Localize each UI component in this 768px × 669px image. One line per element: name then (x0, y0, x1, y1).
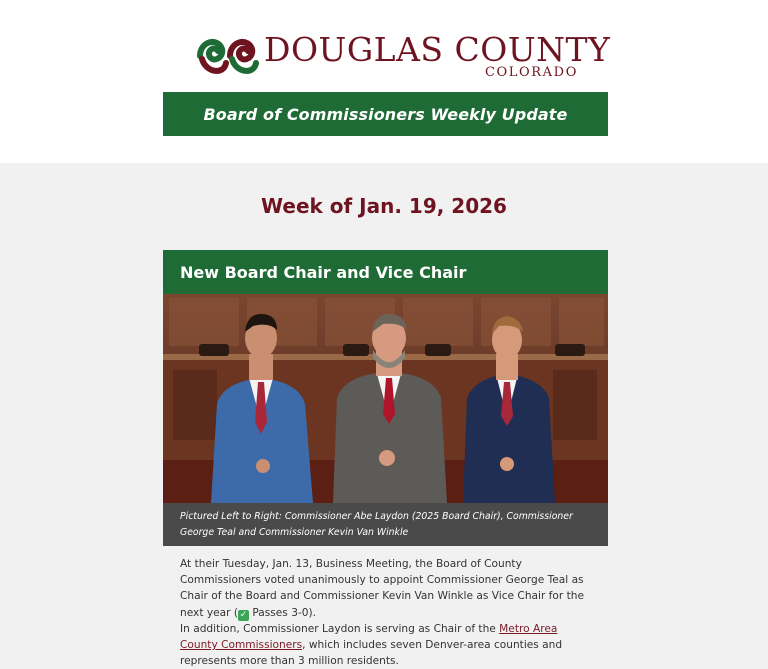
metro-area-county-commissioners-link[interactable]: Metro Area County Commissioners (180, 622, 558, 652)
article-paragraph-2 (180, 621, 590, 669)
paragraph-1-text: At their Tuesday, Jan. 13, Business Meeting, the Board of County Commissioners voted unanimously to appoint Commissioner George Teal as Chair of the Board and Commissioner Kevin Van Winkle as Vice Chair for the next year ( (180, 558, 585, 619)
article-card (163, 250, 608, 546)
ribbon-logo-icon (196, 33, 260, 79)
week-heading: Week of Jan. 19, 2026 (261, 194, 507, 218)
logo-state: COLORADO (485, 65, 578, 80)
article-body (180, 556, 590, 669)
article-title: New Board Chair and Vice Chair (163, 250, 608, 294)
logo-wordmark: DOUGLAS COUNTY (264, 30, 611, 69)
weekly-update-banner (163, 92, 608, 136)
douglas-county-logo[interactable] (196, 30, 611, 82)
article-paragraph-1 (180, 556, 590, 621)
paragraph-2-tail: , which includes seven Denver-area counties and represents more than 3 million residents. (180, 639, 563, 668)
paragraph-1-result: Passes 3-0). (248, 606, 317, 619)
paragraph-2-text: In addition, Commissioner Laydon is serving as Chair of the (180, 622, 500, 635)
newsletter-header (0, 0, 768, 163)
commissioners-photo (163, 294, 608, 503)
photo-caption: Pictured Left to Right: Commissioner Abe Laydon (2025 Board Chair), Commissioner George Teal and Commissioner Kevin Van Winkle (163, 503, 608, 546)
check-mark-icon: ✓ (239, 609, 248, 620)
banner-title: Board of Commissioners Weekly Update (203, 104, 568, 124)
